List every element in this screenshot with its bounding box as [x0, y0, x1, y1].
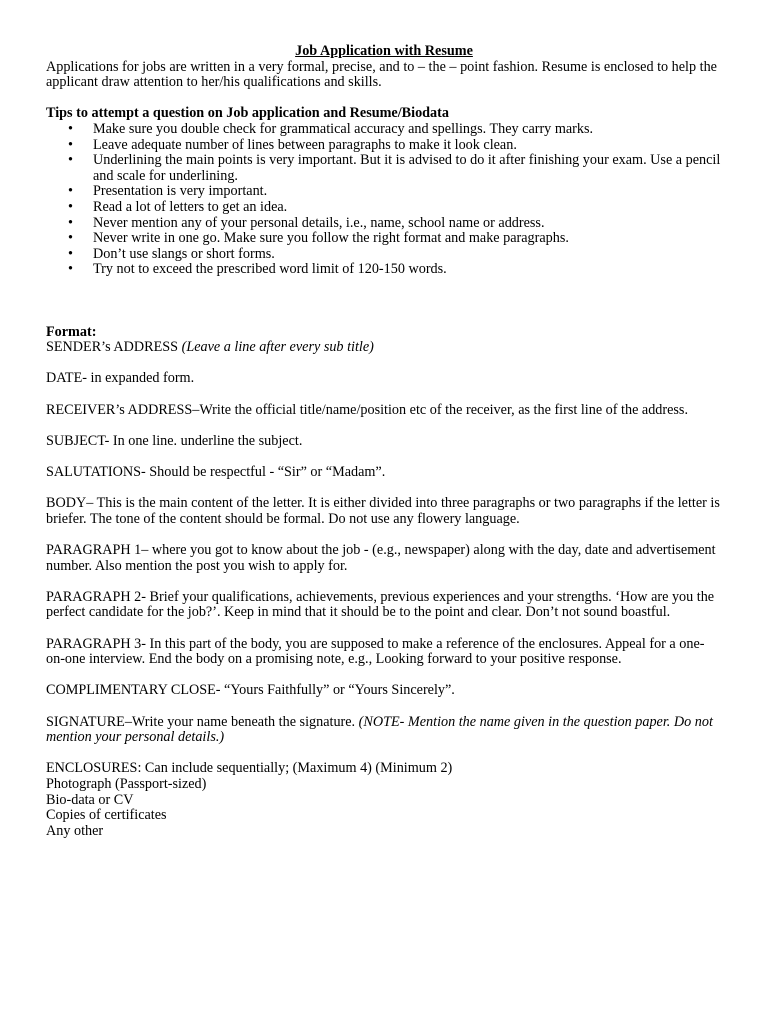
sender-line [46, 340, 722, 356]
spacer [46, 699, 722, 715]
tip-text: Presentation is very important. [93, 183, 268, 200]
bullet-icon: • [68, 230, 73, 247]
complimentary-close-line: COMPLIMENTARY CLOSE- “Yours Faithfully” or “Yours Sincerely”. [46, 682, 455, 699]
body-paragraph: BODY– This is the main content of the letter. It is either divided into three paragraphs or two paragraphs if the letter is briefer. The tone of the content should be formal. Do not use any flowery language. [46, 495, 720, 527]
bullet-icon: • [68, 120, 73, 137]
paragraph-2: PARAGRAPH 2- Brief your qualifications, achievements, previous experiences and your strengths. ‘How are you the perfect candidate for the job?’. Keep in mind that it should be to the point and clear. Don’t not sound boastful. [46, 588, 715, 621]
spacer [46, 527, 722, 543]
spacer [46, 621, 722, 637]
tip-text: Never mention any of your personal details, i.e., name, school name or address. [93, 214, 545, 231]
spacer [46, 387, 722, 403]
spacer [46, 574, 722, 590]
salutations-line: SALUTATIONS- Should be respectful - “Sir” or “Madam”. [46, 464, 386, 481]
format-heading: Format: [46, 323, 97, 340]
tip-text: Don’t use slangs or short forms. [93, 245, 275, 262]
bullet-icon: • [68, 152, 73, 169]
signature-line [46, 715, 722, 746]
bullet-icon: • [68, 261, 73, 278]
tips-list-item [46, 231, 722, 247]
enclosure-item: Photograph (Passport-sized) [46, 775, 207, 792]
paragraph-1: PARAGRAPH 1– where you got to know about the job - (e.g., newspaper) along with the day, date and advertisement number. Also mention the post you wish to apply for. [46, 542, 716, 574]
tips-list-item [46, 262, 722, 278]
tip-text: Leave adequate number of lines between paragraphs to make it look clean. [93, 136, 517, 153]
tips-list-item [46, 247, 722, 263]
bullet-icon: • [68, 136, 73, 153]
spacer [46, 746, 722, 762]
tip-text: Never write in one go. Make sure you follow the right format and make paragraphs. [93, 230, 569, 247]
spacer [46, 418, 722, 434]
enclosure-item: Any other [46, 822, 104, 839]
tips-list-item [46, 184, 722, 200]
spacer [46, 449, 722, 465]
bullet-icon: • [68, 198, 73, 215]
tips-list [46, 122, 722, 278]
subject-line: SUBJECT- In one line. underline the subject. [46, 432, 303, 449]
spacer [46, 356, 722, 372]
intro-paragraph: Applications for jobs are written in a very formal, precise, and to – the – point fashion. Resume is enclosed to help the applicant draw attention to her/his qualifications and skills. [46, 58, 717, 91]
bullet-icon: • [68, 183, 73, 200]
bullet-icon: • [68, 245, 73, 262]
tip-text: Try not to exceed the prescribed word limit of 120-150 words. [93, 261, 447, 278]
tips-list-item [46, 138, 722, 154]
tip-text: Make sure you double check for grammatical accuracy and spellings. They carry marks. [93, 120, 594, 137]
spacer [46, 481, 722, 497]
receiver-line: RECEIVER’s ADDRESS–Write the official title/name/position etc of the receiver, as the first line of the address. [46, 401, 689, 418]
spacer [46, 91, 722, 107]
signature-text: SIGNATURE–Write your name beneath the signature. [46, 713, 359, 730]
sender-text: SENDER’s ADDRESS [46, 339, 182, 356]
tip-text: Underlining the main points is very important. But it is advised to do it after finishing your exam. Use a pencil and scale for underlining. [93, 152, 721, 184]
document-body [46, 44, 722, 839]
tip-text: Read a lot of letters to get an idea. [93, 198, 288, 215]
tips-list-item [46, 153, 722, 184]
spacer [46, 668, 722, 684]
tips-list-item [46, 122, 722, 138]
enclosures-heading: ENCLOSURES: Can include sequentially; (Maximum 4) (Minimum 2) [46, 760, 453, 777]
enclosure-item: Bio-data or CV [46, 791, 134, 808]
paragraph-3: PARAGRAPH 3- In this part of the body, you are supposed to make a reference of the enclosures. Appeal for a one-on-one interview. End the body on a promising note, e.g., Looking forward to your positive response. [46, 635, 705, 668]
document-title: Job Application with Resume [295, 43, 473, 59]
sender-note: (Leave a line after every sub title) [181, 339, 374, 356]
date-line: DATE- in expanded form. [46, 370, 195, 387]
bullet-icon: • [68, 214, 73, 231]
tips-list-item [46, 200, 722, 216]
enclosure-item: Copies of certificates [46, 807, 167, 824]
tips-heading: Tips to attempt a question on Job application and Resume/Biodata [46, 105, 449, 122]
spacer [46, 278, 722, 325]
tips-list-item [46, 216, 722, 232]
signature-note: (NOTE- Mention the name given in the question paper. Do not mention your personal details.) [46, 713, 713, 746]
